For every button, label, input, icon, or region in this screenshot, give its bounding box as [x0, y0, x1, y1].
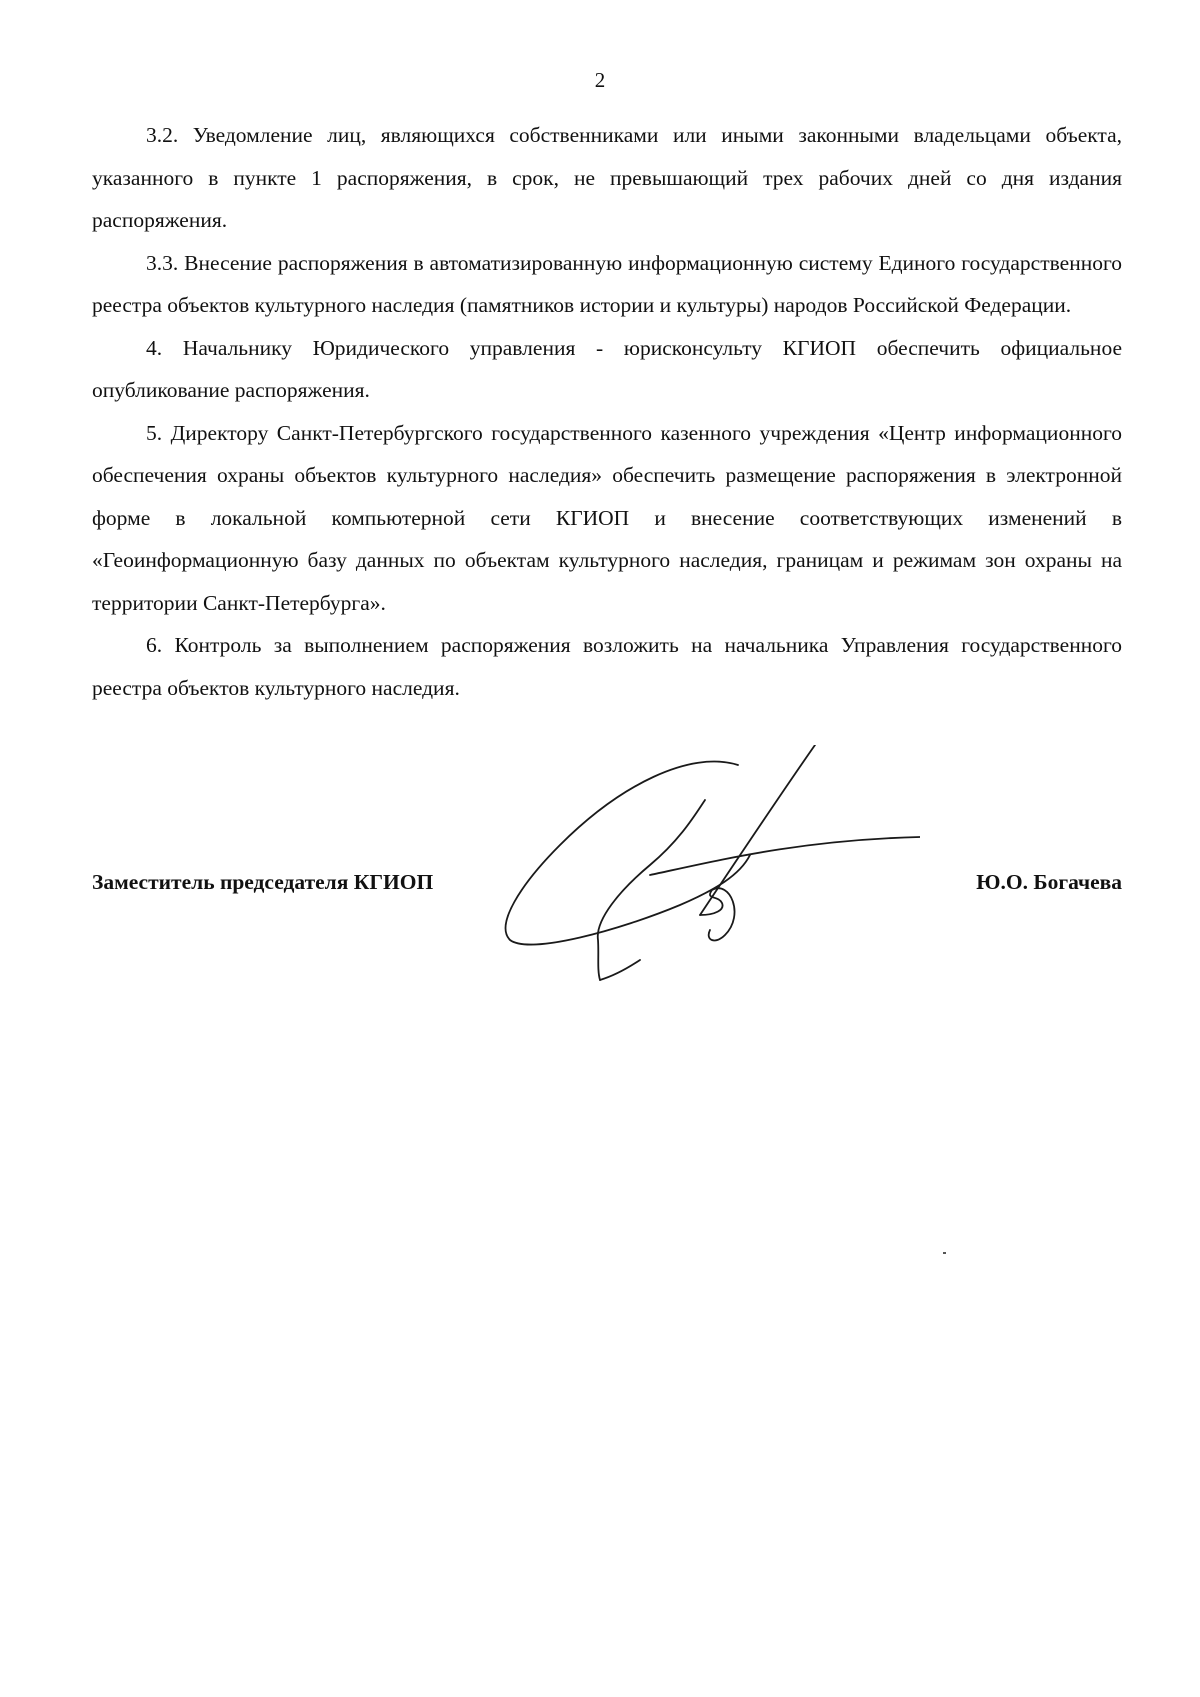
handwritten-signature — [500, 745, 920, 985]
signer-position: Заместитель председателя КГИОП — [92, 870, 434, 894]
paragraph-5: 5. Директору Санкт-Петербургского государственного казенного учреждения «Центр информационного обеспечения охраны объектов культурного наследия» обеспечить размещение распоряжения в электронной форме в локальной компьютерной сети КГИОП и внесение соответствующих изменений в «Геоинформационную базу данных по объектам культурного наследия, границам и режимам зон охраны на территории Санкт-Петербурга». — [92, 420, 1122, 615]
page-number: 2 — [594, 68, 606, 92]
paragraph-6: 6. Контроль за выполнением распоряжения возложить на начальника Управления государственного реестра объектов культурного наследия. — [92, 633, 1122, 700]
scan-speck — [943, 1252, 946, 1254]
paragraph-3-3: 3.3. Внесение распоряжения в автоматизированную информационную систему Единого государственного реестра объектов культурного наследия (памятников истории и культуры) народов Российской Федерации. — [92, 250, 1122, 317]
paragraph-3-2: 3.2. Уведомление лиц, являющихся собственниками или иными законными владельцами объекта, указанного в пункте 1 распоряжения, в срок, не превышающий трех рабочих дней со дня издания распоряжения. — [92, 123, 1122, 232]
document-body — [92, 114, 1122, 709]
paragraph-4: 4. Начальнику Юридического управления - юрисконсульту КГИОП обеспечить официальное опубликование распоряжения. — [92, 335, 1122, 402]
signer-name: Ю.О. Богачева — [976, 870, 1122, 894]
